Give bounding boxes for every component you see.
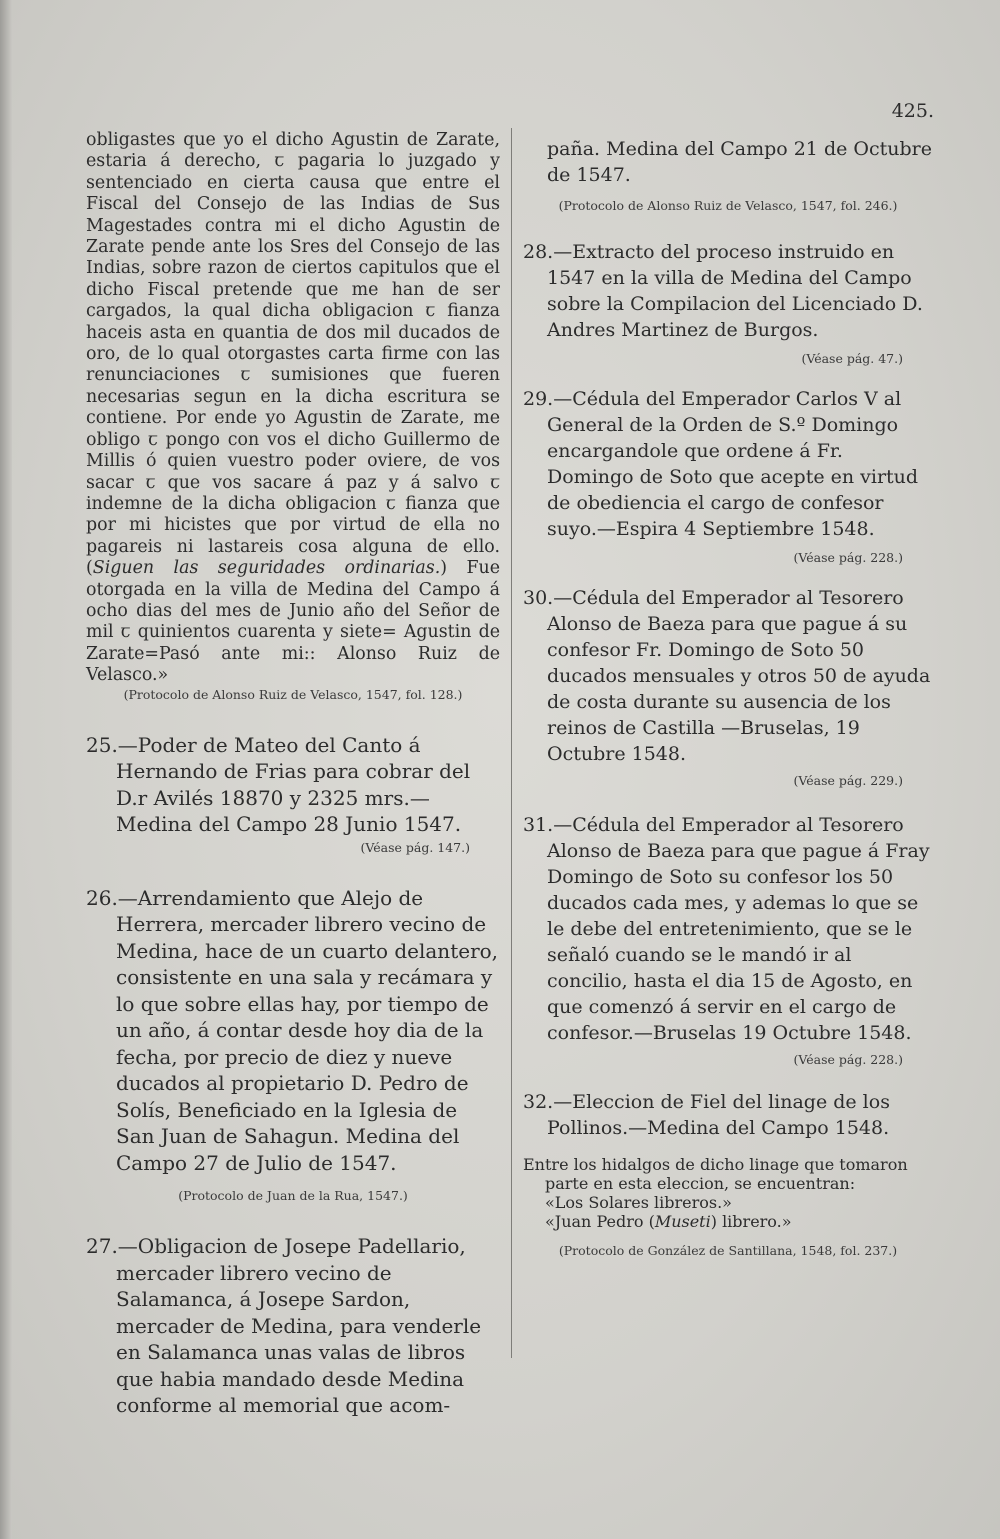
entry-30 (523, 585, 933, 788)
continuation-source: (Protocolo de Alonso Ruiz de Velasco, 1547, fol. 128.) (123, 686, 463, 702)
entry-31-ref: (Véase pág. 228.) (793, 1052, 903, 1067)
continuation-text-a: obligastes que yo el dicho Agustin de Zarate, estaria á derecho, ꞇ pagaria lo juzgado y sentenciado en cierta causa que entre el Fiscal del Consejo de las Indias de Sus Magestades contra mi el dicho Agustin de Zarate pende ante los Sres del Consejo de las Indias, sobre razon de ciertos capitulos que el dicho Fiscal pretende que me han de ser cargados, la qual dicha obligacion ꞇ fianza haceis asta en quantia de dos mil ducados de oro, de lo qual otorgastes carta firme con las renunciaciones ꞇ sumisiones que fueren necesarias segun en la dicha escritura se contiene. Por ende yo Agustin de Zarate, me obligo ꞇ pongo con vos el dicho Guillermo de Millis ó quien vuestro poder oviere, de vos sacar ꞇ que vos sacare á paz y á salvo ꞇ indemne de la dicha obligacion ꞇ fianza que por mi hicistes que por virtud de ella no pagareis ni lastareis cosa alguna de ello. ( (86, 130, 500, 579)
entry-27-text: 27.—Obligacion de Josepe Padellario, mercader librero vecino de Salamanca, á Josepe Sardon, mercader de Medina, para venderle en Salamanca unas valas de libros que habia mandado desde Medina conforme al memorial que acom- (86, 1234, 482, 1418)
entry-32-note-line2-italic: Museti (654, 1212, 711, 1231)
right-column (523, 130, 933, 1258)
entry-32-text: 32.—Eleccion de Fiel del linage de los Pollinos.—Medina del Campo 1548. (523, 1091, 890, 1139)
entry-28-ref: (Véase pág. 47.) (801, 351, 903, 366)
entry-32-note-line2 (523, 1212, 933, 1231)
entry-32-note-line2-a: «Juan Pedro ( (545, 1212, 655, 1231)
entry-32-source: (Protocolo de González de Santillana, 1548, fol. 237.) (558, 1243, 898, 1258)
entry-25-text: 25.—Poder de Mateo del Canto á Hernando de Frias para cobrar del D.r Avilés 18870 y 2325 mrs.—Medina del Campo 28 Junio 1547. (86, 732, 471, 837)
left-column (86, 130, 500, 1419)
entry-25-ref: (Véase pág. 147.) (360, 839, 470, 855)
entry-26-source: (Protocolo de Juan de la Rua, 1547.) (178, 1188, 408, 1204)
column-divider (511, 128, 512, 1358)
entry-27-source: (Protocolo de Alonso Ruiz de Velasco, 1547, fol. 246.) (558, 198, 898, 213)
entry-27 (86, 1233, 500, 1419)
entry-30-text: 30.—Cédula del Emperador al Tesorero Alonso de Baeza para que pague á su confesor Fr. Domingo de Soto 50 ducados mensuales y otros 50 de ayuda de costa durante su ausencia de los reinos de Castilla —Bruselas, 19 Octubre 1548. (523, 587, 931, 765)
entry-32-note-intro: Entre los hidalgos de dicho linage que tomaron parte en esta eleccion, se encuentran: (523, 1155, 908, 1193)
entry-32-note-line2-b: ) librero.» (710, 1212, 792, 1231)
continuation-paragraph (86, 130, 500, 687)
page-edge-shadow (0, 0, 12, 1539)
entry-32 (523, 1089, 933, 1258)
continuation-italic: Siguen las seguridades ordinarias. (92, 558, 441, 579)
continuation-text-b: ) Fue otorgada en la villa de Medina del Campo á ocho dias del mes de Junio año del Señor de mil ꞇ quinientos cuarenta y siete= Agustin de Zarate=Pasó ante mi:: Alonso Ruiz de Velasco.» (86, 558, 500, 686)
page-number: 425. (891, 100, 934, 122)
entry-32-note (523, 1155, 933, 1231)
entry-28 (523, 239, 933, 366)
entry-27-continued (523, 136, 933, 213)
entry-28-text: 28.—Extracto del proceso instruido en 1547 en la villa de Medina del Campo sobre la Compilacion del Licenciado D. Andres Martinez de Burgos. (523, 241, 923, 341)
entry-27-cont-text: paña. Medina del Campo 21 de Octubre de 1547. (547, 138, 932, 186)
entry-32-note-line1: «Los Solares libreros.» (545, 1193, 732, 1212)
entry-31-text: 31.—Cédula del Emperador al Tesorero Alonso de Baeza para que pague á Fray Domingo de Soto su confesor los 50 ducados cada mes, y ademas lo que se le debe del entretenimiento, que se le señaló cuando se le mandó ir al concilio, hasta el dia 15 de Agosto, en que comenzó á servir en el cargo de confesor.—Bruselas 19 Octubre 1548. (523, 814, 930, 1044)
entry-31 (523, 812, 933, 1067)
entry-29 (523, 386, 933, 565)
entry-29-text: 29.—Cédula del Emperador Carlos V al General de la Orden de S.º Domingo encargandole que ordene á Fr. Domingo de Soto que acepte en virtud de obediencia el cargo de confesor suyo.—Espira 4 Septiembre 1548. (523, 388, 919, 540)
entry-29-ref: (Véase pág. 228.) (793, 550, 903, 565)
entry-26 (86, 885, 500, 1204)
entry-30-ref: (Véase pág. 229.) (793, 773, 903, 788)
entry-26-text: 26.—Arrendamiento que Alejo de Herrera, mercader librero vecino de Medina, hace de un cuarto delantero, consistente en una sala y recámara y lo que sobre ellas hay, por tiempo de un año, á contar desde hoy dia de la fecha, por precio de diez y nueve ducados al propietario D. Pedro de Solís, Beneficiado en la Iglesia de San Juan de Sahagun. Medina del Campo 27 de Julio de 1547. (86, 885, 499, 1175)
entry-25 (86, 732, 500, 855)
